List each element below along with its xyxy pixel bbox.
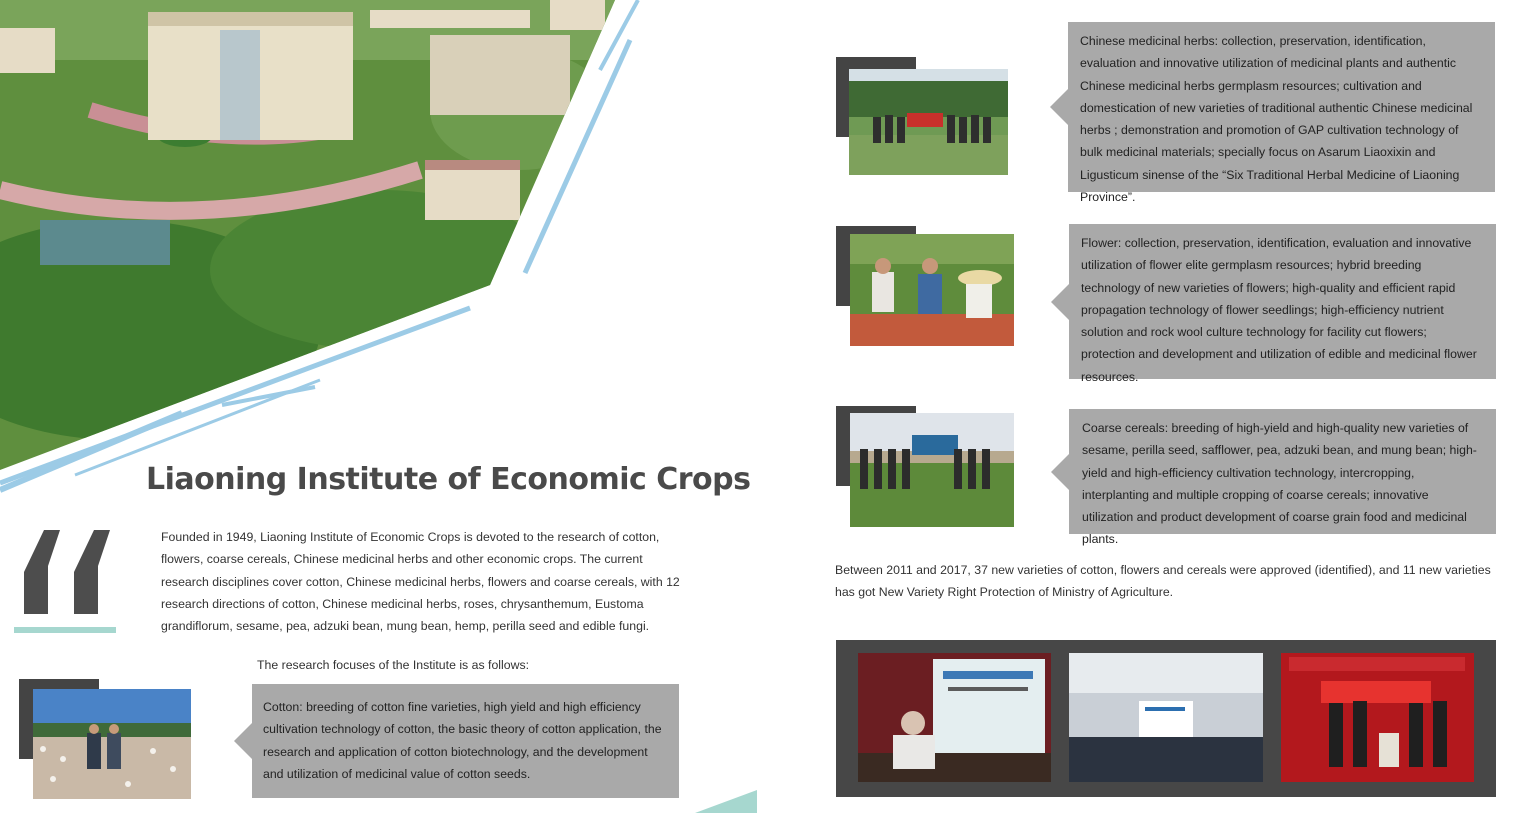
cotton-field-photo bbox=[33, 689, 191, 799]
ceremony-photo bbox=[1281, 653, 1474, 782]
herbs-research-box: Chinese medicinal herbs: collection, preservation, identification, evaluation and innovative utilization of medicinal plants and authentic Chinese medicinal herbs germplasm resources; cultivation and domestication of new varieties of traditional authentic Chinese medicinal herbs ; demonstration and promotion of GAP cultivation technology of bulk medicinal materials; specially focus on Asarum Liaoxixin and Ligusticum sinense of the “Six Traditional Herbal Medicine of Liaoning Province”. bbox=[1068, 22, 1495, 192]
quote-underline-accent bbox=[14, 627, 116, 633]
herbs-team-photo bbox=[849, 69, 1008, 175]
cereals-team-photo bbox=[850, 413, 1014, 527]
quotation-mark-icon bbox=[22, 526, 114, 618]
lecture-photo bbox=[858, 653, 1051, 782]
cereals-research-box: Coarse cereals: breeding of high-yield and high-quality new varieties of sesame, perilla seed, safflower, pea, adzuki bean, and mung bean; high-yield and high-efficiency cultivation technology, intercropping, interplanting and multiple cropping of coarse cereals; innovative utilization and product development of coarse grain food and medicinal plants. bbox=[1069, 409, 1496, 534]
corner-accent bbox=[695, 790, 757, 813]
auditorium-photo bbox=[1069, 653, 1263, 782]
flower-field-photo bbox=[850, 234, 1014, 346]
flower-research-box: Flower: collection, preservation, identification, evaluation and innovative utilization of flower elite germplasm resources; hybrid breeding technology of new varieties of flowers; high-quality and efficient rapid propagation technology of flower seedlings; high-efficiency nutrient solution and rock wool culture technology for facility cut flowers; protection and development and utilization of edible and medicinal flower resources. bbox=[1069, 224, 1496, 379]
cotton-research-box: Cotton: breeding of cotton fine varieties, high yield and high efficiency cultivation technology of cotton, the basic theory of cotton application, the research and application of cotton biotechnology, and the development and utilization of medicinal value of cotton seeds. bbox=[252, 684, 679, 798]
focus-lead-text: The research focuses of the Institute is as follows: bbox=[257, 658, 530, 672]
intro-paragraph: Founded in 1949, Liaoning Institute of Economic Crops is devoted to the research of cotton, flowers, coarse cereals, Chinese medicinal herbs and other economic crops. The current research disciplines cover cotton, Chinese medicinal herbs, flowers and coarse cereals, with 12 research directions of cotton, Chinese medicinal herbs, roses, chrysanthemum, Eustoma grandiflorum, sesame, pea, adzuki bean, mung bean, hemp, perilla seed and edible fungi. bbox=[161, 530, 680, 634]
aerial-campus-photo bbox=[0, 0, 640, 500]
page-title: Liaoning Institute of Economic Crops bbox=[146, 462, 751, 497]
summary-paragraph: Between 2011 and 2017, 37 new varieties of cotton, flowers and cereals were approved (identified), and 11 new varieties has got New Variety Right Protection of Ministry of Agriculture. bbox=[835, 563, 1491, 600]
